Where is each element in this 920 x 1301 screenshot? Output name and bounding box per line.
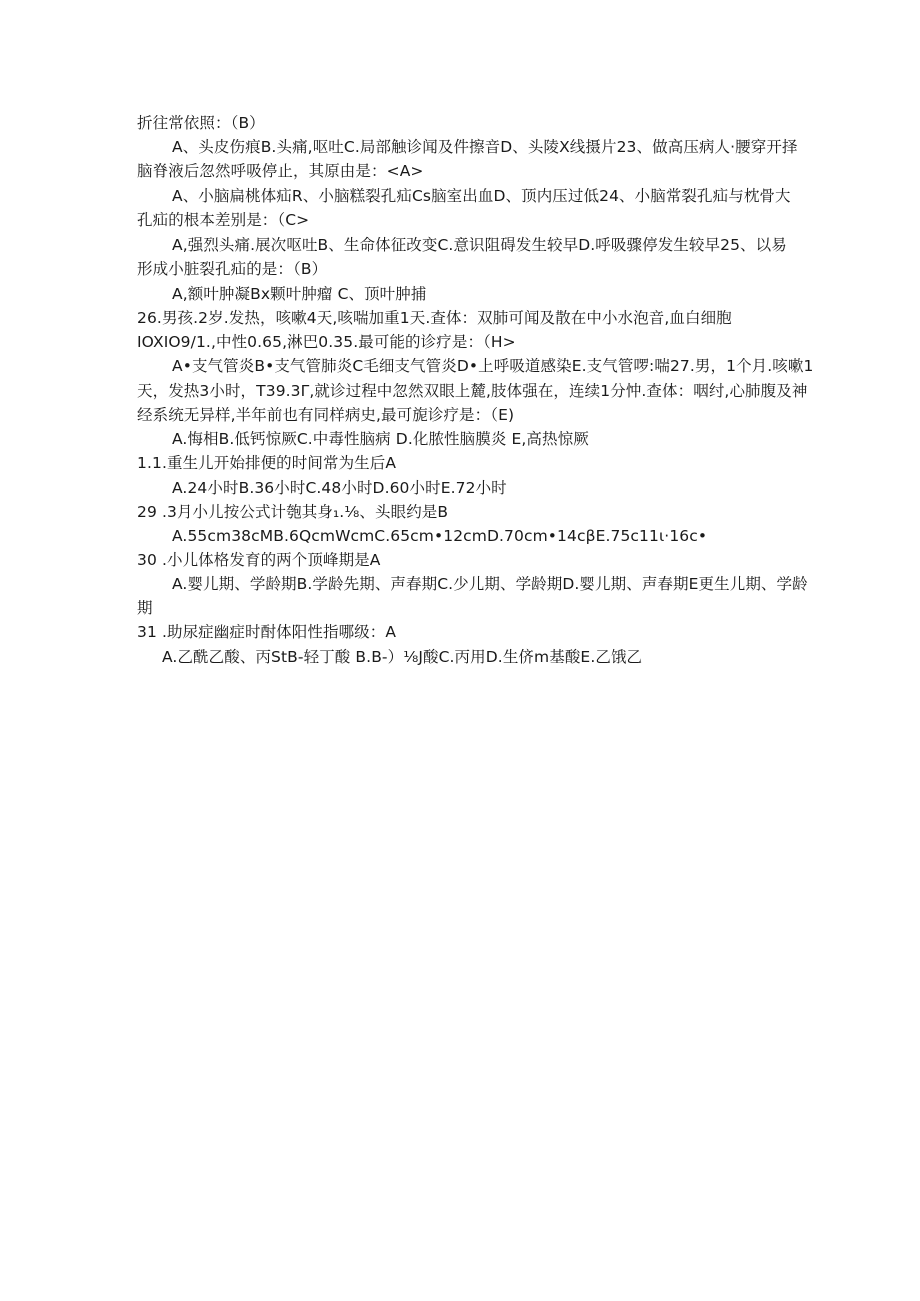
- text-line-14: A.悔相B.低钙惊厥C.中毒性脑病 D.化脓性脑膜炎 E,高热惊厥: [172, 430, 589, 448]
- text-line-10: IOXIO9/1.,中性0.65,淋巴0.35.最可能的诊疗是：（H>: [137, 333, 516, 351]
- text-line-7: 形成小脏裂孔疝的是：（B）: [137, 260, 328, 278]
- text-line-4: A、小脑扁桃体疝R、小脑糕裂孔疝Cs脑室出血D、顶内压过低24、小脑常裂孔疝与枕骨大: [172, 187, 791, 205]
- text-line-15: 1.1.重生儿开始排便的时间常为生后A: [137, 454, 397, 472]
- text-line-8: A,额叶肿凝Bx颗叶肿瘤 C、顶叶肿捕: [172, 285, 427, 303]
- text-line-2: A、头皮伤痕B.头痛,呕吐C.局部触诊闻及件擦音D、头陵X线摄片23、做高压病人·腰穿开择: [172, 138, 798, 156]
- text-line-21: 期: [137, 599, 153, 617]
- text-line-19: 30 .小儿体格发育的两个顶峰期是A: [137, 551, 381, 569]
- text-line-11: A•支气管炎B•支气管肺炎C毛细支气管炎D•上呼吸道感染E.支气管啰:喘27.男，1个月.咳嗽1: [172, 357, 814, 375]
- text-line-18: A.55cm38cMB.6QcmWcmC.65cm•12cmD.70cm•14cβE.75c11ι·16c•: [172, 527, 708, 545]
- text-line-13: 经系统无异样,半年前也有同样病史,最可旎诊疗是：（E): [137, 406, 515, 424]
- text-line-12: 天，发热3小时，T39.3Γ,就诊过程中忽然双眼上麓,肢体强在，连续1分忡.查体：咽纣,心肺腹及神: [137, 382, 808, 400]
- text-line-5: 孔疝的根本差别是：（C>: [137, 211, 310, 229]
- text-line-23: A.乙酰乙酸、丙StB-轻丁酸 B.B-）⅛J酸C.丙用D.生侪m基酸E.乙饿乙: [162, 648, 643, 666]
- text-line-17: 29 .3月小儿按公式计匏其身₁.⅛、头眼约是B: [137, 503, 449, 521]
- text-line-9: 26.男孩.2岁.发热，咳嗽4天,咳喘加重1天.查体：双肺可闻及散在中小水泡音,血白细胞: [137, 309, 732, 327]
- text-line-16: A.24小时B.36小时C.48小时D.60小时E.72小时: [172, 479, 507, 497]
- text-line-20: A.婴儿期、学龄期B.学龄先期、声春期C.少儿期、学龄期D.婴儿期、声春期E更生儿期、学龄: [172, 575, 808, 593]
- text-line-22: 31 .助尿症幽症时酎体阳性指哪级：A: [137, 623, 397, 641]
- text-line-1: 折往常依照：（B）: [137, 114, 265, 132]
- text-line-6: A,强烈头痛.展次呕吐B、生命体征改变C.意识阻碍发生较早D.呼吸骤停发生较早25、以易: [172, 236, 787, 254]
- text-line-3: 脑脊液后忽然呼吸停止，其原由是：<A>: [137, 162, 424, 180]
